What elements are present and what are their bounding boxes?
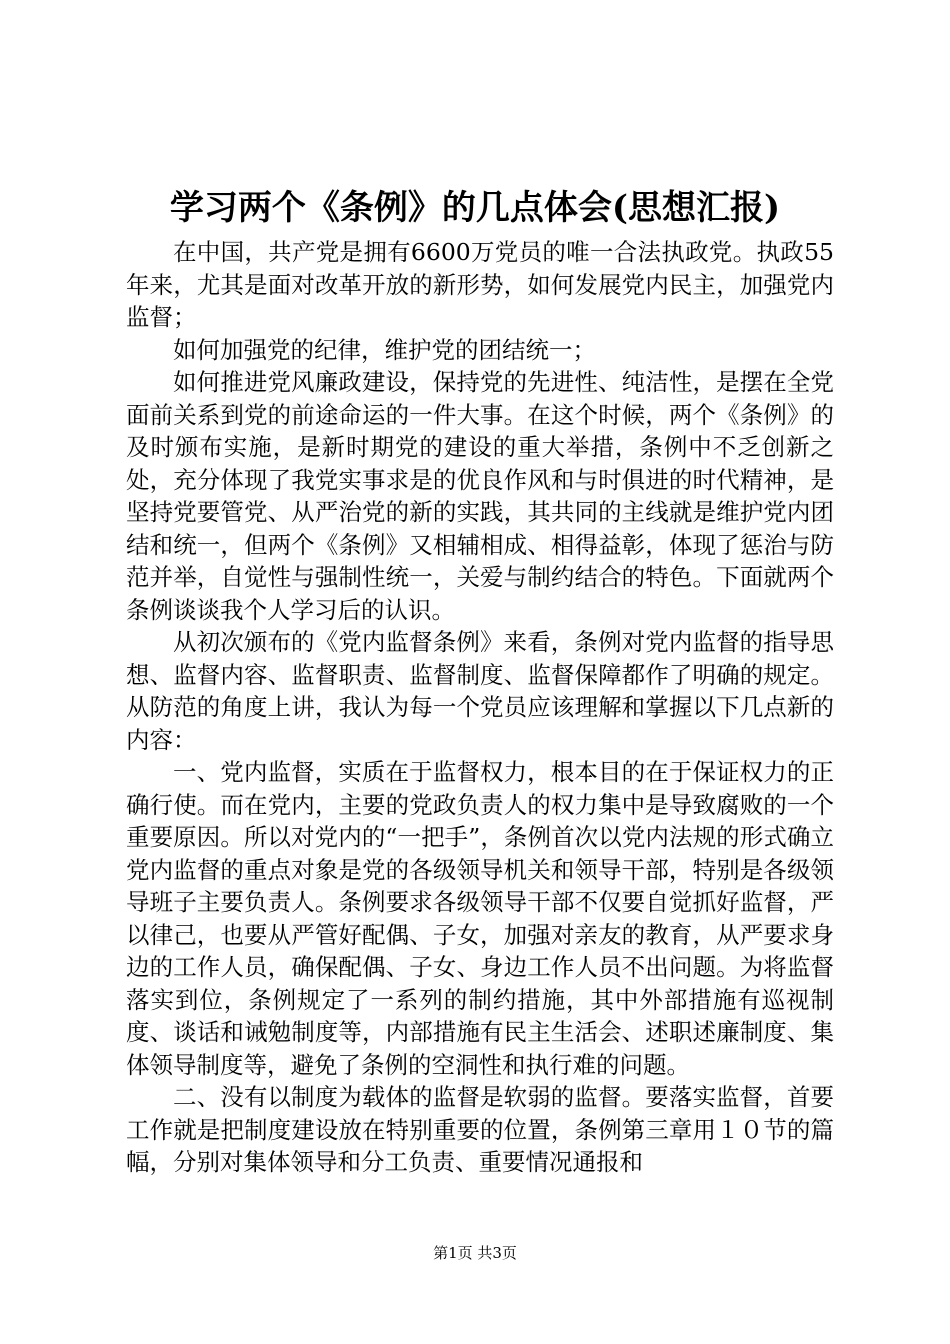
paragraph: 如何加强党的纪律，维护党的团结统一； [173,335,596,364]
paragraph: 二、没有以制度为载体的监督是软弱的监督。要落实监督，首要工作就是把制度建设放在特别重要的位置，条例第三章用１０节的篇幅，分别对集体领导和分工负责、重要情况通报和 [126,1083,834,1176]
paragraph: 从初次颁布的《党内监督条例》来看，条例对党内监督的指导思想、监督内容、监督职责、监督制度、监督保障都作了明确的规定。从防范的角度上讲，我认为每一个党员应该理解和掌握以下几点新的内容： [126,628,834,754]
page-footer: 第1页 共3页 [433,1244,517,1262]
paragraph: 如何推进党风廉政建设，保持党的先进性、纯洁性，是摆在全党面前关系到党的前途命运的一件大事。在这个时候，两个《条例》的及时颁布实施，是新时期党的建设的重大举措，条例中不乏创新之处，充分体现了我党实事求是的优良作风和与时俱进的时代精神，是坚持党要管党、从严治党的新的实践，其共同的主线就是维护党内团结和统一，但两个《条例》又相辅相成、相得益彰，体现了惩治与防范并举，自觉性与强制性统一，关爱与制约结合的特色。下面就两个条例谈谈我个人学习后的认识。 [126,368,834,624]
paragraph: 一、党内监督，实质在于监督权力，根本目的在于保证权力的正确行使。而在党内，主要的党政负责人的权力集中是导致腐败的一个重要原因。所以对党内的“一把手”，条例首次以党内法规的形式确立党内监督的重点对象是党的各级领导机关和领导干部，特别是各级领导班子主要负责人。条例要求各级领导干部不仅要自觉抓好监督，严以律己，也要从严管好配偶、子女，加强对亲友的教育，从严要求身边的工作人员，确保配偶、子女、身边工作人员不出问题。为将监督落实到位，条例规定了一系列的制约措施，其中外部措施有巡视制度、谈话和诫勉制度等，内部措施有民主生活会、述职述廉制度、集体领导制度等，避免了条例的空洞性和执行难的问题。 [126,758,834,1079]
document-title: 学习两个《条例》的几点体会(思想汇报) [169,188,781,228]
paragraph: 在中国，共产党是拥有6600万党员的唯一合法执政党。执政55年来，尤其是面对改革开放的新形势，如何发展党内民主，加强党内监督； [126,238,834,331]
document-body [126,236,834,1179]
